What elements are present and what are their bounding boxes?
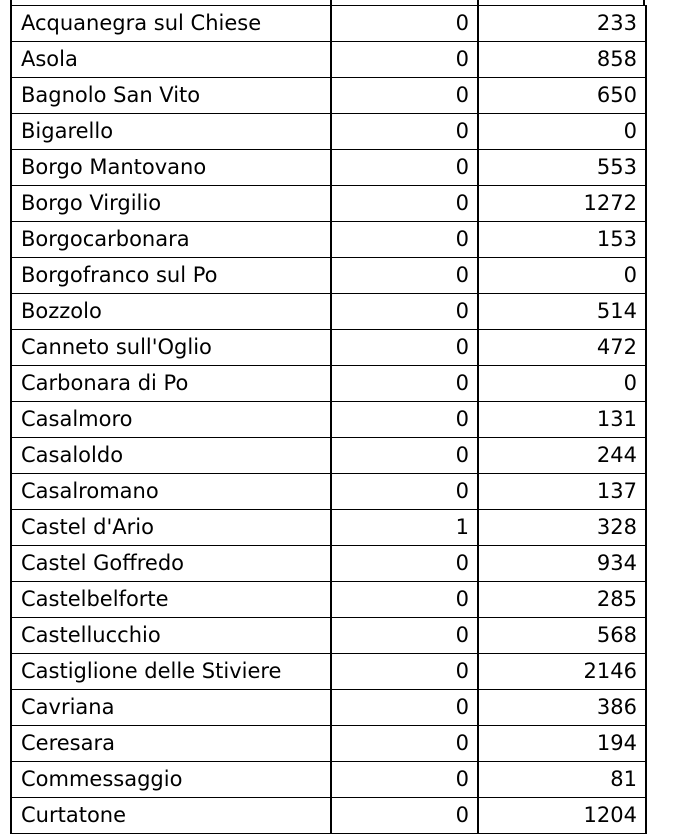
first-value-cell[interactable]: 0 <box>331 330 478 366</box>
first-value-cell[interactable]: 0 <box>331 438 478 474</box>
municipality-name-cell[interactable]: Borgofranco sul Po <box>11 258 331 294</box>
second-value-cell[interactable]: 1272 <box>478 186 646 222</box>
second-value-cell[interactable]: 1204 <box>478 798 646 834</box>
table-row <box>11 690 646 726</box>
municipality-name-cell[interactable]: Casalmoro <box>11 402 331 438</box>
table-row <box>11 330 646 366</box>
table-row <box>11 510 646 546</box>
second-value-cell[interactable]: 233 <box>478 6 646 42</box>
table-row <box>11 654 646 690</box>
municipality-name-cell[interactable]: Casaloldo <box>11 438 331 474</box>
municipality-name-cell[interactable]: Curtatone <box>11 798 331 834</box>
table-row <box>11 186 646 222</box>
table-row <box>11 150 646 186</box>
first-value-cell[interactable]: 0 <box>331 474 478 510</box>
second-value-cell[interactable]: 650 <box>478 78 646 114</box>
municipality-name-cell[interactable]: Bigarello <box>11 114 331 150</box>
second-value-cell[interactable]: 934 <box>478 546 646 582</box>
table-row <box>11 294 646 330</box>
municipality-name-cell[interactable]: Bagnolo San Vito <box>11 78 331 114</box>
table-body <box>11 6 646 834</box>
table-row <box>11 402 646 438</box>
first-value-cell[interactable]: 0 <box>331 114 478 150</box>
first-value-cell[interactable]: 1 <box>331 510 478 546</box>
municipality-name-cell[interactable]: Cavriana <box>11 690 331 726</box>
table-row <box>11 78 646 114</box>
first-value-cell[interactable]: 0 <box>331 762 478 798</box>
second-value-cell[interactable]: 858 <box>478 42 646 78</box>
table-row <box>11 6 646 42</box>
municipality-name-cell[interactable]: Bozzolo <box>11 294 331 330</box>
municipality-name-cell[interactable]: Ceresara <box>11 726 331 762</box>
first-value-cell[interactable]: 0 <box>331 798 478 834</box>
second-value-cell[interactable]: 472 <box>478 330 646 366</box>
table-row <box>11 258 646 294</box>
first-value-cell[interactable]: 0 <box>331 294 478 330</box>
table-row <box>11 114 646 150</box>
first-value-cell[interactable]: 0 <box>331 582 478 618</box>
municipality-name-cell[interactable]: Castiglione delle Stiviere <box>11 654 331 690</box>
second-value-cell[interactable]: 131 <box>478 402 646 438</box>
first-value-cell[interactable]: 0 <box>331 258 478 294</box>
table-row <box>11 726 646 762</box>
table-row <box>11 42 646 78</box>
first-value-cell[interactable]: 0 <box>331 42 478 78</box>
municipality-table <box>10 5 647 834</box>
municipality-name-cell[interactable]: Castel d'Ario <box>11 510 331 546</box>
municipality-name-cell[interactable]: Asola <box>11 42 331 78</box>
first-value-cell[interactable]: 0 <box>331 78 478 114</box>
second-value-cell[interactable]: 244 <box>478 438 646 474</box>
first-value-cell[interactable]: 0 <box>331 402 478 438</box>
first-value-cell[interactable]: 0 <box>331 366 478 402</box>
municipality-name-cell[interactable]: Casalromano <box>11 474 331 510</box>
first-value-cell[interactable]: 0 <box>331 186 478 222</box>
municipality-name-cell[interactable]: Castel Goffredo <box>11 546 331 582</box>
second-value-cell[interactable]: 285 <box>478 582 646 618</box>
second-value-cell[interactable]: 2146 <box>478 654 646 690</box>
first-value-cell[interactable]: 0 <box>331 618 478 654</box>
second-value-cell[interactable]: 386 <box>478 690 646 726</box>
municipality-name-cell[interactable]: Castelbelforte <box>11 582 331 618</box>
table-row <box>11 618 646 654</box>
second-value-cell[interactable]: 553 <box>478 150 646 186</box>
table-row <box>11 762 646 798</box>
table-row <box>11 222 646 258</box>
second-value-cell[interactable]: 0 <box>478 114 646 150</box>
first-value-cell[interactable]: 0 <box>331 546 478 582</box>
table-row <box>11 366 646 402</box>
first-value-cell[interactable]: 0 <box>331 654 478 690</box>
municipality-name-cell[interactable]: Canneto sull'Oglio <box>11 330 331 366</box>
second-value-cell[interactable]: 0 <box>478 258 646 294</box>
second-value-cell[interactable]: 81 <box>478 762 646 798</box>
second-value-cell[interactable]: 328 <box>478 510 646 546</box>
second-value-cell[interactable]: 194 <box>478 726 646 762</box>
second-value-cell[interactable]: 568 <box>478 618 646 654</box>
first-value-cell[interactable]: 0 <box>331 6 478 42</box>
table-row <box>11 438 646 474</box>
municipality-name-cell[interactable]: Commessaggio <box>11 762 331 798</box>
table-row <box>11 474 646 510</box>
second-value-cell[interactable]: 0 <box>478 366 646 402</box>
first-value-cell[interactable]: 0 <box>331 726 478 762</box>
municipality-name-cell[interactable]: Acquanegra sul Chiese <box>11 6 331 42</box>
municipality-name-cell[interactable]: Borgo Mantovano <box>11 150 331 186</box>
municipality-name-cell[interactable]: Borgocarbonara <box>11 222 331 258</box>
second-value-cell[interactable]: 137 <box>478 474 646 510</box>
table-row <box>11 546 646 582</box>
first-value-cell[interactable]: 0 <box>331 690 478 726</box>
municipality-name-cell[interactable]: Castellucchio <box>11 618 331 654</box>
table-row <box>11 582 646 618</box>
municipality-name-cell[interactable]: Borgo Virgilio <box>11 186 331 222</box>
municipality-name-cell[interactable]: Carbonara di Po <box>11 366 331 402</box>
second-value-cell[interactable]: 153 <box>478 222 646 258</box>
first-value-cell[interactable]: 0 <box>331 150 478 186</box>
second-value-cell[interactable]: 514 <box>478 294 646 330</box>
table-row <box>11 798 646 834</box>
first-value-cell[interactable]: 0 <box>331 222 478 258</box>
